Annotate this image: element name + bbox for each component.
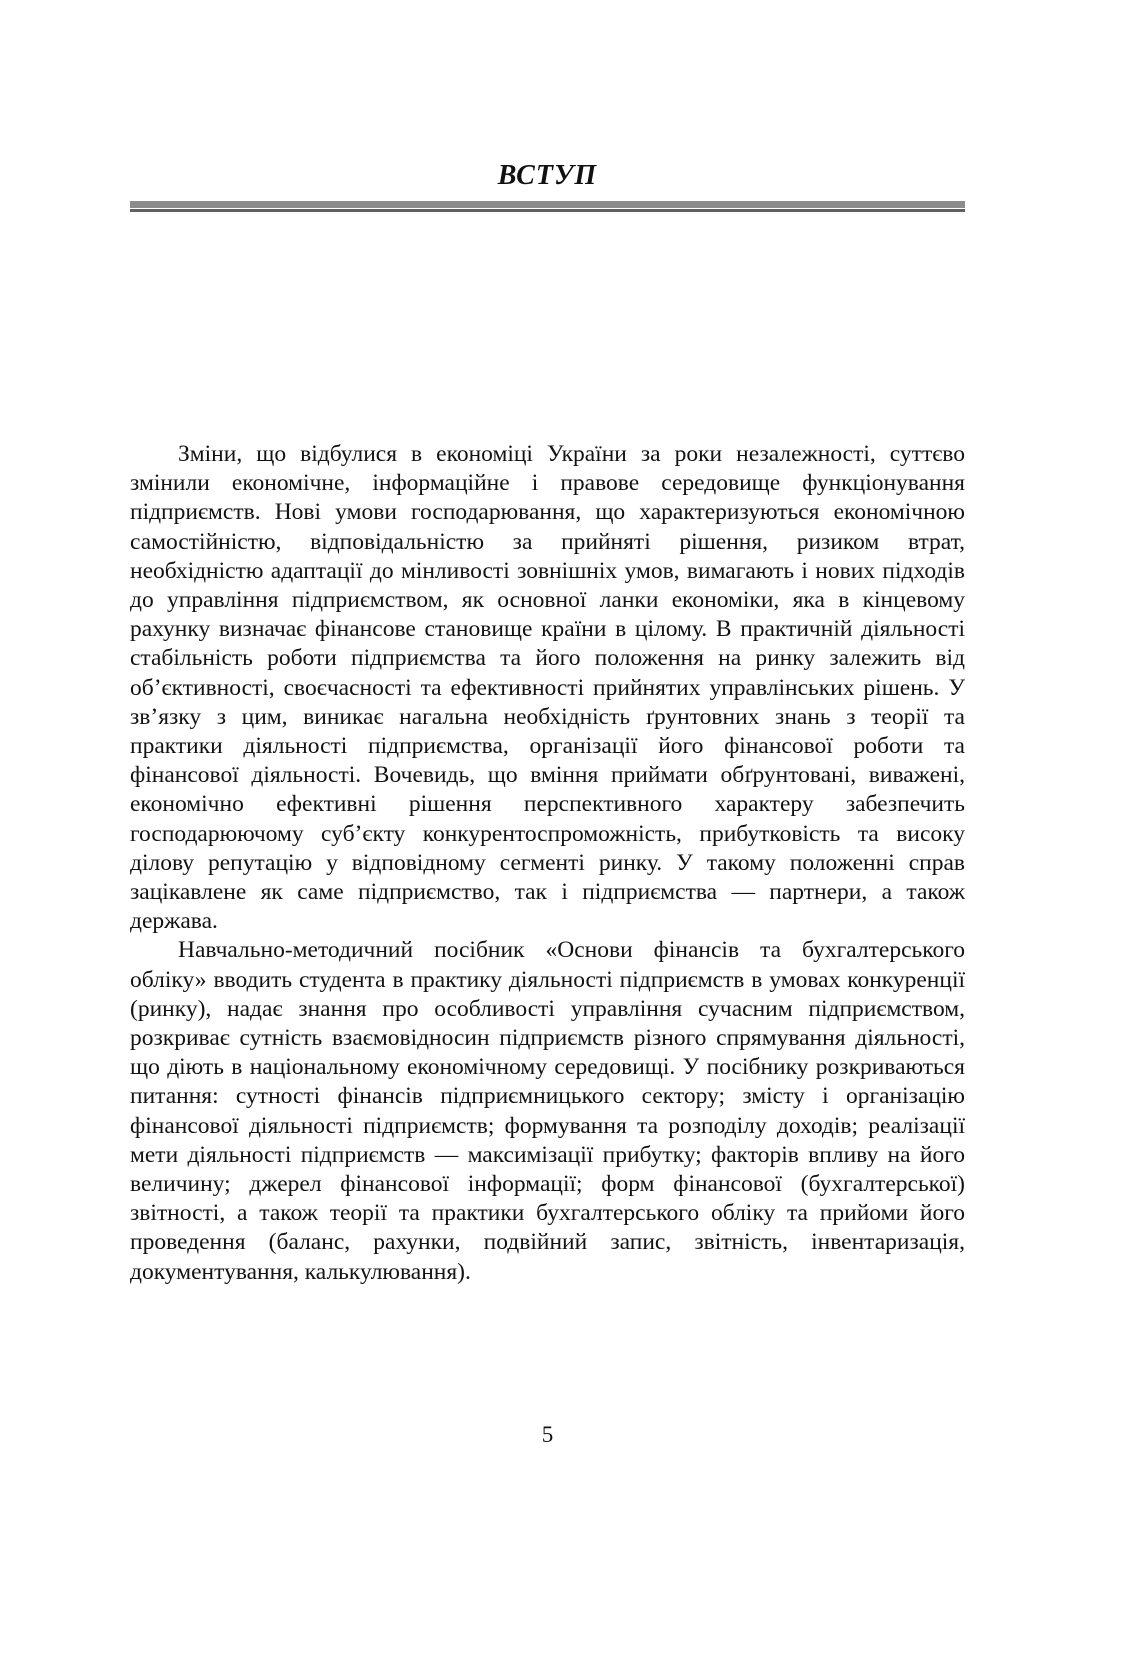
page-number: 5 <box>541 1422 554 1447</box>
page-title: ВСТУП <box>497 160 598 191</box>
paragraph-manual-overview: Навчально-методичний посібник «Основи фінансів та бухгалтерського обліку» вводить студента в практику діяльності підприємств в умовах конкуренції (ринку), надає знання про особливості управління сучасним підприємством, розкриває сутність взаємовідносин підприємств різного спрямування діяльності, що діють в національному економічному середовищі. У посібнику розкриваються питання: сутності фінансів підприємницького сектору; змісту і організацію фінансової діяльності підприємств; формування та розподілу доходів; реалізації мети діяльності підприємств — максимізації прибутку; факторів впливу на його величину; джерел фінансової інформації; форм фінансової (бухгалтерської) звітності, а також теорії та практики бухгалтерського обліку та прийоми його проведення (баланс, рахунки, подвійний запис, звітність, інвентаризація, документування, калькулювання). <box>130 937 965 1285</box>
paragraph-intro: Зміни, що відбулися в економіці України за роки незалежності, суттєво змінили економічне, інформаційне і правове середовище функціонування підприємств. Нові умови господарювання, що характеризуються економічною самостійністю, відповідальністю за прийняті рішення, ризиком втрат, необхідністю адаптації до мінливості зовнішніх умов, вимагають і нових підходів до управління підприємством, як основної ланки економіки, яка в кінцевому рахунку визначає фінансове становище країни в цілому. В практичній діяльності стабільність роботи підприємства та його положення на ринку залежить від об’єктивності, своєчасності та ефективності прийнятих управлінських рішень. У зв’язку з цим, виникає нагальна необхідність ґрунтовних знань з теорії та практики діяльності підприємства, організації його фінансової роботи та фінансової діяльності. Вочевидь, що вміння приймати обґрунтовані, виважені, економічно ефективні рішення перспективного характеру забезпечить господарюючому суб’єкту конкурентоспроможність, прибутковість та високу ділову репутацію у відповідному сегменті ринку. У такому положенні справ зацікавлене як саме підприємство, так і підприємства — партнери, а також держава. <box>130 441 965 935</box>
title-divider <box>130 201 965 212</box>
body-text <box>130 440 965 1287</box>
